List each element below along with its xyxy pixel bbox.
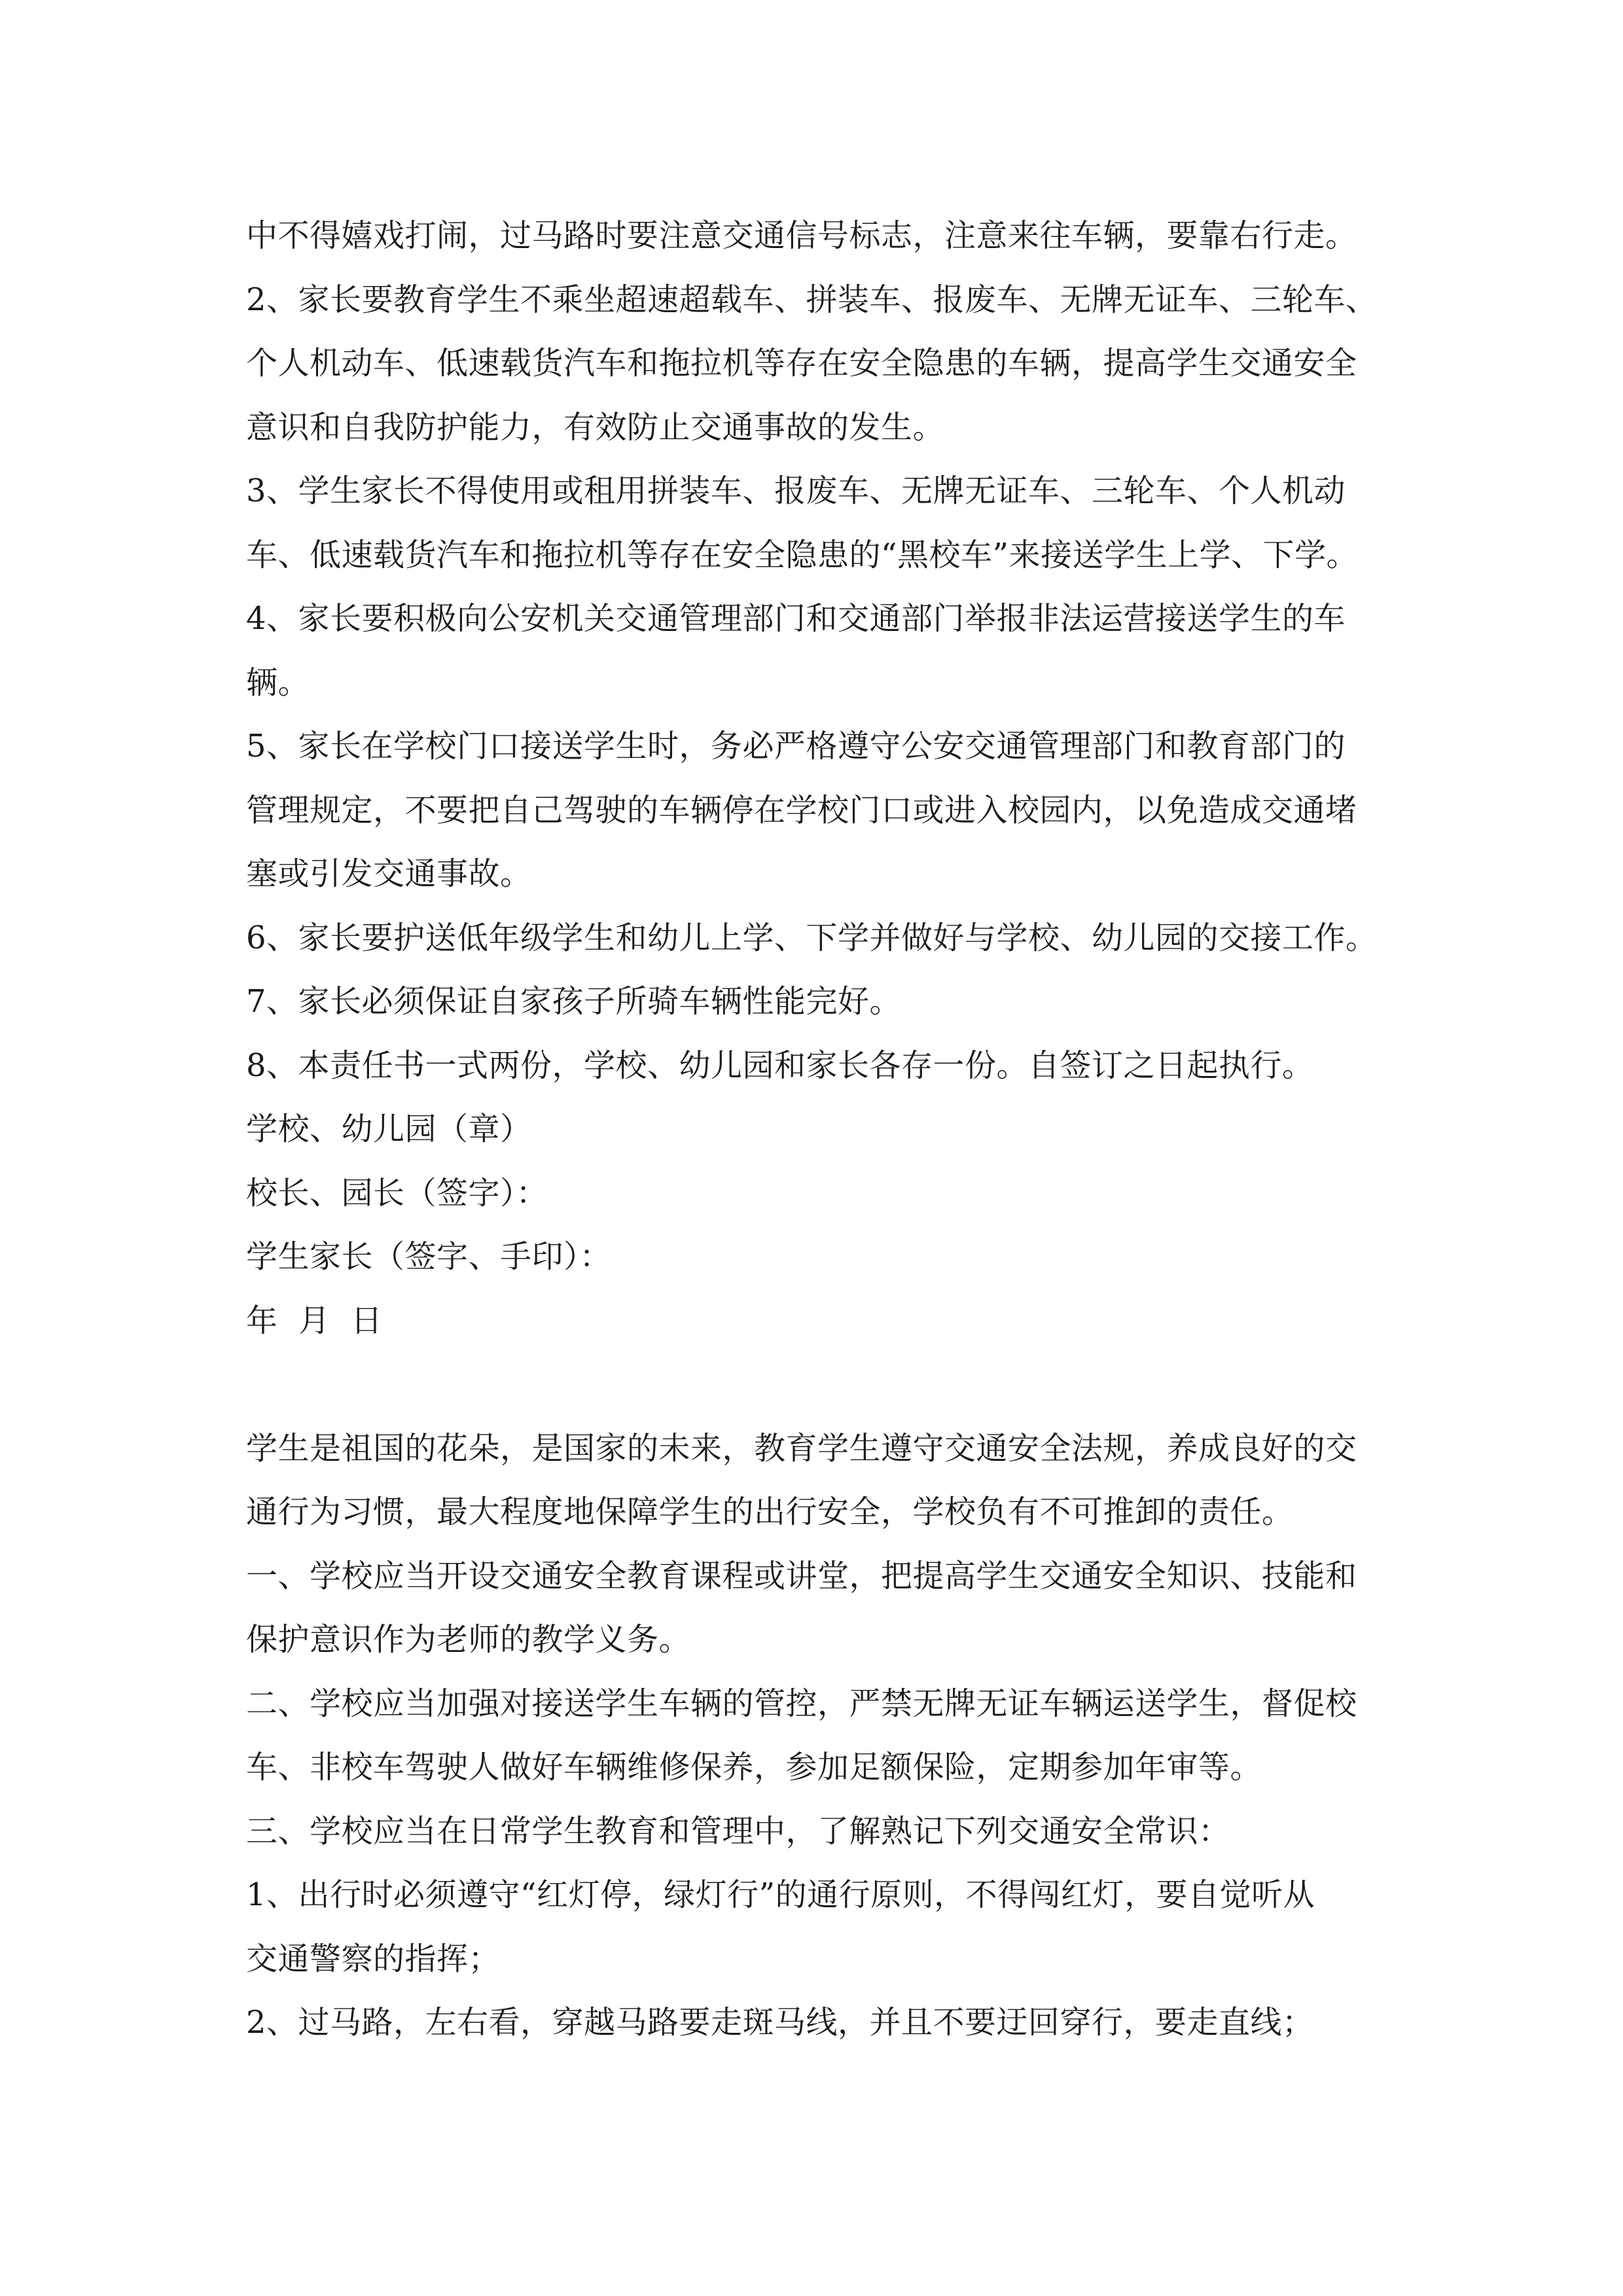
- text-line: 塞或引发交通事故。: [246, 855, 532, 892]
- text-line: 二、学校应当加强对接送学生车辆的管控，严禁无牌无证车辆运送学生，督促校: [246, 1685, 1357, 1722]
- text-line: 个人机动车、低速载货汽车和拖拉机等存在安全隐患的车辆，提高学生交通安全: [246, 345, 1357, 382]
- text-line: 保护意识作为老师的教学义务。: [246, 1621, 691, 1658]
- text-line: 三、学校应当在日常学生教育和管理中，了解熟记下列交通安全常识：: [246, 1812, 1230, 1850]
- text-line: 4、家长要积极向公安机关交通管理部门和交通部门举报非法运营接送学生的车: [246, 600, 1346, 637]
- text-line: 5、家长在学校门口接送学生时，务必严格遵守公安交通管理部门和教育部门的: [246, 728, 1346, 764]
- text-line: 车、低速载货汽车和拖拉机等存在安全隐患的“黑校车”来接送学生上学、下学。: [246, 536, 1359, 573]
- section-school-responsibilities: [246, 1417, 1398, 2055]
- text-line: 8、本责任书一式两份，学校、幼儿园和家长各存一份。自签订之日起执行。: [246, 1047, 1314, 1084]
- text-line: 学生是祖国的花朵，是国家的未来，教育学生遵守交通安全法规，养成良好的交: [246, 1429, 1357, 1467]
- document-body: [246, 204, 1398, 2055]
- principal-signature-label: 校长、园长（签字）：: [246, 1174, 548, 1211]
- parent-signature-label: 学生家长（签字、手印）：: [246, 1238, 612, 1275]
- text-line: 3、学生家长不得使用或租用拼装车、报废车、无牌无证车、三轮车、个人机动: [246, 473, 1346, 509]
- text-line: 辆。: [246, 664, 310, 701]
- text-line: 2、家长要教育学生不乘坐超速超载车、拼装车、报废车、无牌无证车、三轮车、: [246, 281, 1378, 318]
- section-gap: [246, 1353, 1398, 1417]
- text-line: 通行为习惯，最大程度地保障学生的出行安全，学校负有不可推卸的责任。: [246, 1494, 1294, 1530]
- text-line: 中不得嬉戏打闹，过马路时要注意交通信号标志，注意来往车辆，要靠右行走。: [246, 217, 1357, 254]
- text-line: 交通警察的指挥；: [246, 1940, 501, 1977]
- text-line: 管理规定，不要把自己驾驶的车辆停在学校门口或进入校园内，以免造成交通堵: [246, 791, 1357, 829]
- text-line: 6、家长要护送低年级学生和幼儿上学、下学并做好与学校、幼儿园的交接工作。: [246, 919, 1378, 956]
- signature-block: [246, 1098, 1398, 1353]
- section-parent-responsibilities: [246, 204, 1398, 1098]
- text-line: 意识和自我防护能力，有效防止交通事故的发生。: [246, 408, 945, 446]
- text-line: 1、出行时必须遵守“红灯停，绿灯行”的通行原则，不得闯红灯，要自觉听从: [246, 1876, 1315, 1913]
- text-line: 7、家长必须保证自家孩子所骑车辆性能完好。: [246, 983, 902, 1020]
- text-line: 一、学校应当开设交通安全教育课程或讲堂，把提高学生交通安全知识、技能和: [246, 1557, 1357, 1594]
- school-stamp-label: 学校、幼儿园（章）: [246, 1111, 532, 1147]
- date-line: 年 月 日: [246, 1302, 383, 1339]
- text-line: 2、过马路，左右看，穿越马路要走斑马线，并且不要迂回穿行，要走直线；: [246, 2004, 1314, 2041]
- text-line: 车、非校车驾驶人做好车辆维修保养，参加足额保险，定期参加年审等。: [246, 1749, 1262, 1785]
